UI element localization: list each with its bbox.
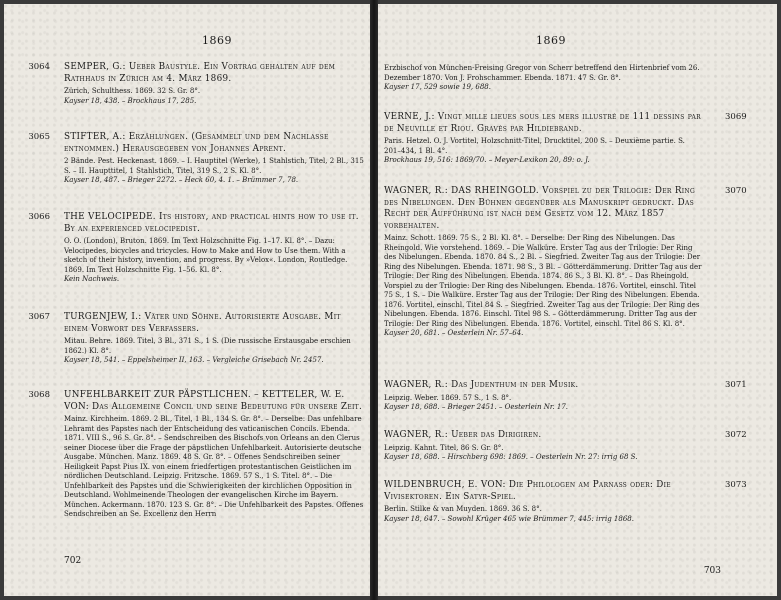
entry-number: 3070 <box>725 186 747 196</box>
entry-reference: Kayser 18, 688. – Brieger 2451. – Oesterlein Nr. 17. <box>384 403 569 411</box>
right-page <box>378 4 777 596</box>
entry-imprint: Mitau. Behre. 1869. Titel, 3 Bl., 371 S., 1 S. (Die russische Erstausgabe erschien 1862.) Kl. 8°. <box>64 337 351 355</box>
entry-reference: Kein Nachweis. <box>64 275 120 283</box>
entry-reference: Kayser 18, 647. – Sowohl Krüger 465 wie Brümmer 7, 445: irrig 1868. <box>384 514 634 523</box>
left-page-year: 1869 <box>202 34 232 47</box>
entry-3073 <box>384 480 702 524</box>
entry-3067 <box>64 312 364 366</box>
entry-3069 <box>384 112 702 166</box>
entry-imprint: 2 Bände. Pest. Heckenast. 1869. – I. Hauptitel (Werke), 1 Stahlstich, Titel, 2 Bl., 315 S. – II. Haupttitel, 1 Stahlstich, Titel, 319 S., 2 S. Kl. 8°. <box>64 157 364 175</box>
right-page-year: 1869 <box>536 34 566 47</box>
entry-title: UNFEHLBARKEIT ZUR PÄPSTLICHEN. – KETTELER, W. E. VON: Das Allgemeine Concil und seine Bedeutung für unsere Zeit. <box>64 390 363 412</box>
entry-imprint: Paris. Hetzel. O. J. Vortitel, Holzschnitt-Titel, Drucktitel, 200 S. – Deuxième partie. S. 201–434, 1 Bl. 4°. <box>384 137 685 155</box>
entry-imprint: O. O. (London), Bruton. 1869. Im Text Holzschnitte Fig. 1–17. Kl. 8°. – Dazu: Velocipedes, bicycles and tricycles. How to Make and How to Use them. With a sketch of their history, invention, and progress. By »Velox«. London, Routledge. 1869. Im Text Holzschnitte Fig. 1–56. Kl. 8°. <box>64 237 348 274</box>
entry-number: 3066 <box>28 212 50 222</box>
entry-reference: Kayser 18, 541. – Eppelsheimer II, 163. – Vergleiche Grisebach Nr. 2457. <box>64 356 324 364</box>
entry-reference: Brockhaus 19, 516: 1869/70. – Meyer-Lexikon 20, 89: o. J. <box>384 156 590 164</box>
entry-title: THE VELOCIPEDE. Its history, and practical hints how to use it. By an experienced velocipedist. <box>64 212 359 234</box>
entry-continuation <box>384 62 702 93</box>
entry-number: 3065 <box>28 132 50 142</box>
entry-imprint: Leipzig. Kahnt. Titel, 86 S. Gr. 8°. <box>384 443 504 452</box>
entry-title: WAGNER, R.: DAS RHEINGOLD. Vorspiel zu der Trilogie: Der Ring des Nibelungen. Den Bühnen gegenüber als Manuskript gedruckt. Das Recht der Aufführung ist nach dem Gesetz vom 12. März 1857 vorbehalten. <box>384 186 696 231</box>
entry-number: 3069 <box>725 112 747 122</box>
left-page-number: 702 <box>64 556 82 566</box>
entry-number: 3071 <box>725 380 747 390</box>
entry-imprint: Zürich, Schulthess. 1869. 32 S. Gr. 8°. <box>64 87 201 95</box>
entry-title: WAGNER, R.: Das Judenthum in der Musik. <box>384 380 579 390</box>
entry-title: VERNE, J.: Vingt mille lieues sous les mers illustré de 111 dessins par de Neuville et Riou. Gravés par Hildiebrand. <box>384 112 701 134</box>
continuation-text: Erzbischof von München-Freising Gregor von Scherr betreffend den Hirtenbrief vom 26. Dezember 1870. Von J. Frohschammer. Ebenda. 1871. 47 S. Gr. 8°. <box>384 64 700 82</box>
continuation-reference: Kayser 17, 529 sowie 19, 688. <box>384 83 491 91</box>
entry-3065 <box>64 132 364 186</box>
entry-reference: Kayser 20, 681. – Oesterlein Nr. 57–64. <box>384 329 524 337</box>
entry-imprint: Leipzig. Weber. 1869. 57 S., 1 S. 8°. <box>384 393 512 402</box>
entry-title: SEMPER, G.: Ueber Baustyle. Ein Vortrag gehalten auf dem Rathhaus in Zürich am 4. März 1869. <box>64 62 336 84</box>
entry-title: WAGNER, R.: Ueber das Dirigiren. <box>384 430 542 440</box>
entry-number: 3064 <box>28 62 50 72</box>
entry-number: 3067 <box>28 312 50 322</box>
entry-imprint: Mainz. Schott. 1869. 75 S., 2 Bl. Kl. 8°. – Derselbe: Der Ring des Nibelungen. Das Rheingold. Wie vorstehend. 1869. – Die Walküre. Erster Tag aus der Trilogie: Der Ring des Nibelungen. Ebenda. 1870. 84 S., 2 Bl. – Siegfried. Zweiter Tag aus der Trilogie: Der Ring des Nibelungen. Ebenda. 1871. 98 S., 3 Bl. – Götterdämmerung. Dritter Tag aus der Trilogie: Der Ring des Nibelungen. Ebenda. 1874. 86 S., 3 Bl. Kl. 8°. – Das Rheingold. Vorspiel zu der Trilogie: Der Ring des Nibelungen. Ebenda. 1876. Vortitel, einschl. Titel 75 S., 1 S. – Die Walküre. Erster Tag aus der Trilogie: Der Ring des Nibelungen. Ebenda. 1876. Vortitel, einschl. Titel 84 S. – Siegfried. Zweiter Tag aus der Trilogie: Der Ring des Nibelungen. Ebenda. 1876. Einschl. Titel 98 S. – Götterdämmerung. Dritter Tag aus der Trilogie: Der Ring des Nibelungen. Ebenda. 1876. Vortitel, einschl. Titel 86 S. Kl. 8°. <box>384 234 702 328</box>
entry-number: 3073 <box>725 480 747 490</box>
entry-3066 <box>64 212 364 285</box>
entry-reference: Kayser 18, 688. – Hirschberg 698: 1869. – Oesterlein Nr. 27: irrig 68 S. <box>384 453 638 461</box>
entry-reference: Kayser 18, 438. – Brockhaus 17, 285. <box>64 96 197 105</box>
right-page-number: 703 <box>703 566 721 576</box>
entry-imprint: Mainz. Kirchheim. 1869. 2 Bl., Titel, 1 Bl., 134 S. Gr. 8°. – Derselbe: Das unfehlbare Lehramt des Papstes nach der Entscheidung des vaticanischen Concils. Ebenda. 1871. VIII S., 96 S. Gr. 8°. – Sendschreiben des Bischofs von Orleans an den Clerus seiner Diocese über die Frage der päpstlichen Unfehlbarkeit. Autorisierte deutsche Ausgabe. München. Manz. 1869. 48 S. Gr. 8°. – Offenes Sendschreiben seiner Heiligkeit Papst Pius IX. von einem friedfertigen protestantischen Geistlichen im nördlichen Deutschland. Leipzig. Fritzsche. 1869. 57 S., 1 S. Titel. 8°. – Die Unfehlbarkeit des Papstes und die Schwierigkeiten der kirchlichen Opposition in Deutschland. Wohlmeinende Theologen der evangelischen Kirche im Bayern. München. Ackermann. 1870. 123 S. Gr. 8°. – Die Unfehlbarkeit des Papstes. Offenes Sendschreiben an Se. Excellenz den Herrn <box>64 415 364 518</box>
book-gutter <box>370 0 378 600</box>
entry-number: 3072 <box>725 430 747 440</box>
entry-imprint: Berlin. Stilke & van Muyden. 1869. 36 S. 8°. <box>384 505 542 513</box>
left-page <box>4 4 370 596</box>
entry-3071 <box>384 380 702 413</box>
entry-3064 <box>64 62 364 106</box>
entry-3070 <box>384 186 702 339</box>
entry-3068 <box>64 390 364 520</box>
entry-title: STIFTER, A.: Erzählungen. (Gesammelt und dem Nachlasse entnommen.) Herausgegeben von Johannes Aprent. <box>64 132 329 154</box>
entry-title: WILDENBRUCH, E. VON: Die Philologen am Parnaß oder: Die Vivisektoren. Ein Satyr-Spiel. <box>384 480 671 502</box>
entry-number: 3068 <box>28 390 50 400</box>
entry-title: TURGENJEW, I.: Väter und Söhne. Autorisierte Ausgabe. Mit einem Vorwort des Verfassers. <box>64 312 341 334</box>
entry-3072 <box>384 430 702 463</box>
entry-reference: Kayser 18, 487. – Brieger 2272. – Heck 60, 4. 1. – Brümmer 7, 78. <box>64 176 299 184</box>
